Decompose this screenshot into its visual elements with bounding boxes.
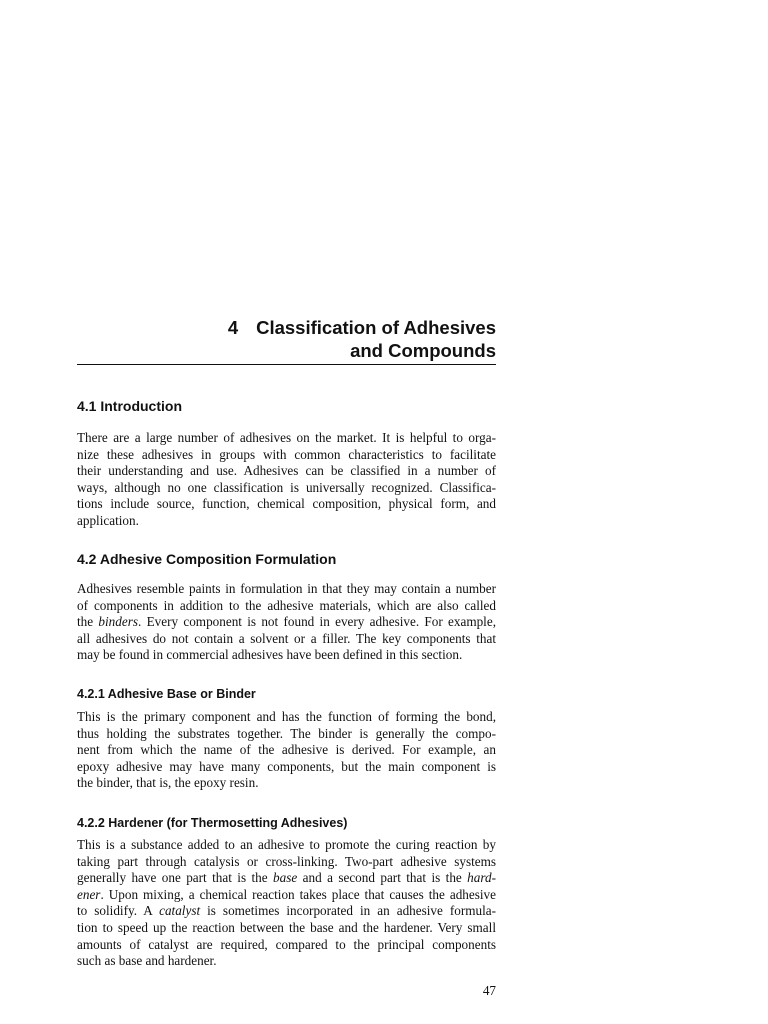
chapter-title-line-1 xyxy=(77,316,496,339)
text-line: all adhesives do not contain a solvent or a filler. The key components that xyxy=(77,630,496,646)
text-run: is sometimes incorporated in an adhesive formula- xyxy=(200,903,497,919)
text-line: This is a substance added to an adhesive to promote the curing reaction by xyxy=(77,837,496,852)
text-line xyxy=(77,614,496,631)
text-line: amounts of catalyst are required, compared to the principal components xyxy=(77,936,496,952)
text-line: tion to speed up the reaction between the base and the hardener. Very small xyxy=(77,919,496,935)
chapter-title-line-2: and Compounds xyxy=(350,340,496,361)
chapter-title-rule xyxy=(77,364,496,365)
emphasis-hardener-part-1: hard- xyxy=(467,870,496,886)
text-line: This is the primary component and has the function of forming the bond, xyxy=(77,709,496,724)
text-run: and a second part that is the xyxy=(297,870,468,886)
text-line: may be found in commercial adhesives have been defined in this section. xyxy=(77,647,463,663)
text-line: taking part through catalysis or cross-linking. Two-part adhesive systems xyxy=(77,853,496,869)
emphasis-base: base xyxy=(273,870,298,886)
text-run: generally have one part that is the xyxy=(77,870,274,886)
text-run: the xyxy=(77,614,99,630)
chapter-title xyxy=(77,316,496,362)
section-heading-4-2-1: 4.2.1 Adhesive Base or Binder xyxy=(77,687,256,701)
text-line xyxy=(77,870,496,887)
chapter-title-text-1: Classification of Adhesives xyxy=(256,317,496,338)
text-line: ways, although no one classification is universally recognized. Classifica- xyxy=(77,479,496,495)
text-line: their understanding and use. Adhesives can be classified in a number of xyxy=(77,463,496,479)
page-number: 47 xyxy=(482,983,496,998)
paragraph-hardener xyxy=(77,837,496,970)
text-line: nize these adhesives in groups with common characteristics to facilitate xyxy=(77,446,496,462)
text-line: tions include source, function, chemical composition, physical form, and xyxy=(77,496,496,512)
emphasis-hardener-part-2: ener xyxy=(77,886,101,902)
chapter-number: 4 xyxy=(227,317,239,338)
section-heading-4-2-2: 4.2.2 Hardener (for Thermosetting Adhesives) xyxy=(77,816,348,830)
paragraph-composition xyxy=(77,581,496,664)
emphasis-catalyst: catalyst xyxy=(159,903,201,919)
text-line: of components in addition to the adhesive materials, which are also called xyxy=(77,597,496,613)
emphasis-binders: binders xyxy=(98,614,138,630)
section-heading-4-2: 4.2 Adhesive Composition Formulation xyxy=(77,551,337,567)
text-line xyxy=(77,887,496,904)
text-line: such as base and hardener. xyxy=(77,953,217,969)
text-line: nent from which the name of the adhesive is derived. For example, an xyxy=(77,742,496,758)
text-run: to solidify. A xyxy=(77,903,160,919)
text-line: the binder, that is, the epoxy resin. xyxy=(77,775,259,791)
paragraph-introduction xyxy=(77,430,496,530)
text-run: . Every component is not found in every adhesive. For example, xyxy=(137,614,496,630)
section-heading-4-1: 4.1 Introduction xyxy=(77,398,182,414)
text-line: thus holding the substrates together. The binder is generally the compo- xyxy=(77,725,496,741)
text-line: There are a large number of adhesives on the market. It is helpful to orga- xyxy=(77,430,496,445)
text-line: Adhesives resemble paints in formulation in that they may contain a number xyxy=(77,581,496,596)
text-line: application. xyxy=(77,512,139,528)
text-run: . Upon mixing, a chemical reaction takes place that causes the adhesive xyxy=(100,886,496,902)
book-page xyxy=(77,0,496,1024)
paragraph-base-binder xyxy=(77,709,496,792)
text-line xyxy=(77,903,496,920)
text-line: epoxy adhesive may have many components, but the main component is xyxy=(77,758,496,774)
